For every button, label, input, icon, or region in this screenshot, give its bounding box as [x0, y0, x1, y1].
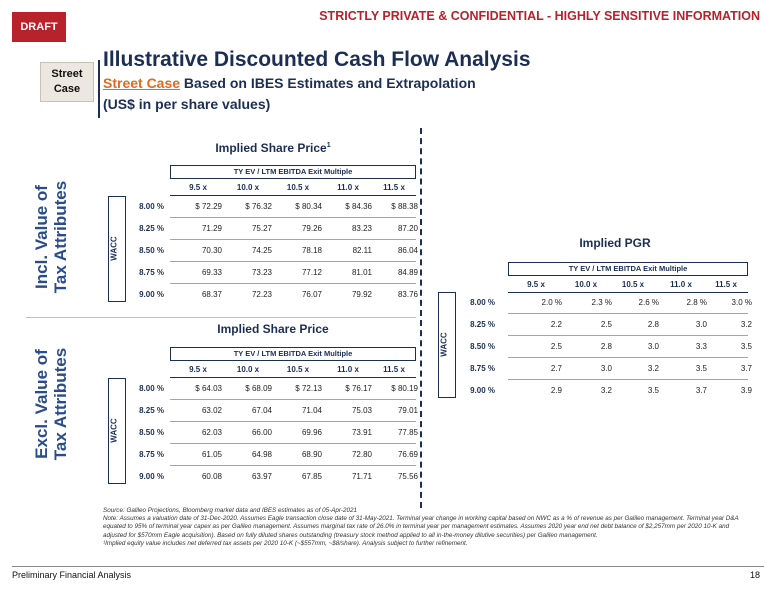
table_incl-title-footnote-marker: 1 [326, 142, 331, 149]
side-label-incl-line2: Tax Attributes [51, 180, 70, 294]
table_incl-row-label-2: 8.50 % [139, 246, 164, 255]
table_excl-cell: $ 80.19 [391, 384, 418, 393]
table_pgr-cell: 3.0 [695, 320, 707, 329]
page-number: 18 [749, 570, 760, 580]
table_excl-cell: 68.90 [301, 450, 322, 459]
table_pgr-row-divider [508, 335, 748, 336]
side-label-incl [32, 167, 72, 307]
table_incl-cell: 79.92 [351, 290, 372, 299]
table_excl-row-divider [170, 443, 416, 444]
table_excl-header: TY EV / LTM EBITDA Exit Multiple [170, 347, 416, 361]
table_excl-col-head-4: 11.5 x [383, 365, 405, 374]
units-label: (US$ in per share values) [103, 96, 271, 112]
table_excl-cell: 71.71 [351, 472, 372, 481]
table_incl-header: TY EV / LTM EBITDA Exit Multiple [170, 165, 416, 179]
table_pgr-cell: 2.3 % [591, 298, 612, 307]
table_excl-cell: 61.05 [201, 450, 222, 459]
table_incl-cell: 75.27 [251, 224, 272, 233]
footnote: ¹Implied equity value includes net deferred tax assets per 2020 10-K (~$557mm, ~$8/share). Analysis subject to further refinement. [103, 539, 468, 547]
table_incl-cell: 78.18 [301, 246, 322, 255]
table_excl-row-label-3: 8.75 % [139, 450, 164, 459]
assumptions-note: Note: Assumes a valuation date of 31-Dec-2020. Assumes Eagle transaction close date of 31-May-2021. Terminal year change in working capital based on NWC as a % of revenue as per Galileo management. Terminal year D&A equated to 95% of terminal year capex as per Galileo management. Assumes marginal tax rate of 26.0% in terminal year per management estimates. Assumes 2020 year end net debt balance of $2,257mm per 2020 10-K and adjusted for $570mm Eagle acquisition). Based on fully diluted shares outstanding (treasury stock method applied to all in-the-money dilutive securities) per Galileo management. [103, 515, 739, 539]
footer-rule [12, 566, 764, 567]
title-rule [98, 60, 100, 118]
table_pgr-row-axis-label: WACC [439, 332, 449, 357]
table_incl-col-head-2: 10.5 x [286, 183, 310, 192]
table_incl-cell: $ 84.36 [345, 202, 372, 211]
table_incl-cell: 70.30 [201, 246, 222, 255]
table_pgr-row-label-1: 8.25 % [470, 320, 495, 329]
table_pgr-cell: 2.0 % [541, 298, 562, 307]
confidentiality-banner: STRICTLY PRIVATE & CONFIDENTIAL - HIGHLY SENSITIVE INFORMATION [319, 9, 760, 23]
table_incl-row-label-3: 8.75 % [139, 268, 164, 277]
table_incl-row-divider [170, 283, 416, 284]
table_excl-cell: 67.85 [301, 472, 322, 481]
table_incl-row-divider [170, 239, 416, 240]
footer-label: Preliminary Financial Analysis [12, 570, 132, 580]
table_excl-cell: $ 76.17 [345, 384, 372, 393]
table_pgr-cell: 3.5 [647, 386, 659, 395]
table_excl-cell: 71.04 [301, 406, 322, 415]
page-title: Illustrative Discounted Cash Flow Analysis [103, 48, 531, 71]
table_excl-col-head-0: 9.5 x [189, 365, 207, 374]
table_pgr-cell: 3.7 [740, 364, 752, 373]
table_pgr-cell: 2.6 % [638, 298, 659, 307]
table_incl-cell: 79.26 [301, 224, 322, 233]
table_pgr-title: Implied PGR [579, 236, 651, 250]
case-box [40, 62, 94, 102]
table_pgr-cell: 2.2 [550, 320, 562, 329]
table_pgr-cell: 3.0 [647, 342, 659, 351]
table_excl-cell: 73.91 [351, 428, 372, 437]
table_pgr-col-head-2: 10.5 x [621, 280, 645, 289]
table_excl-cell: $ 64.03 [195, 384, 222, 393]
notes-block [103, 507, 753, 548]
subtitle-highlight: Street Case [103, 75, 181, 91]
table_pgr-row-divider [508, 357, 748, 358]
page-subtitle [103, 75, 476, 91]
table_pgr-cell: 3.7 [695, 386, 707, 395]
source-note: Source: Galileo Projections, Bloomberg market data and IBES estimates as of 05-Apr-2021 [103, 507, 357, 514]
table_pgr-cell: 3.5 [740, 342, 752, 351]
table_excl-cell: 63.02 [201, 406, 222, 415]
table_pgr-row-divider [508, 313, 748, 314]
table_excl-head-rule [170, 377, 416, 378]
table_incl-cell: 87.20 [397, 224, 418, 233]
table_incl-row-divider [170, 217, 416, 218]
table_incl-cell: 86.04 [397, 246, 418, 255]
table_pgr-cell: 3.5 [695, 364, 707, 373]
table_incl-cell: 77.12 [301, 268, 322, 277]
table_excl-row-axis-label: WACC [109, 418, 119, 443]
table_incl-cell: 76.07 [301, 290, 322, 299]
side-label-incl-line1: Incl. Value of [32, 185, 51, 289]
table_incl-cell: 69.33 [201, 268, 222, 277]
table_incl-cell: 83.23 [351, 224, 372, 233]
case-box-line2: Case [53, 83, 81, 95]
table_excl-title: Implied Share Price [217, 322, 329, 336]
table_pgr-cell: 2.5 [600, 320, 612, 329]
table_pgr-row-label-2: 8.50 % [470, 342, 495, 351]
table_incl-cell: 68.37 [201, 290, 222, 299]
subtitle-rest: Based on IBES Estimates and Extrapolation [180, 75, 476, 91]
side-label-excl-line1: Excl. Value of [32, 349, 51, 459]
table_excl-row-label-0: 8.00 % [139, 384, 164, 393]
table_incl-row-label-0: 8.00 % [139, 202, 164, 211]
draft-badge: DRAFT [12, 12, 66, 42]
table_excl-cell: 62.03 [201, 428, 222, 437]
table_pgr-cell: 2.8 [647, 320, 659, 329]
table_pgr-row-label-4: 9.00 % [470, 386, 495, 395]
table_incl-row-divider [170, 261, 416, 262]
table_incl-cell: 73.23 [251, 268, 272, 277]
table_pgr-cell: 3.0 [600, 364, 612, 373]
table_excl-cell: 75.03 [351, 406, 372, 415]
table_excl-cell: $ 68.09 [245, 384, 272, 393]
table_pgr-cell: 2.8 % [686, 298, 707, 307]
table_incl-cell: 74.25 [251, 246, 272, 255]
table_pgr-cell: 3.2 [647, 364, 659, 373]
table_incl-head-rule [170, 195, 416, 196]
table_excl-row-divider [170, 399, 416, 400]
table_incl-cell: 82.11 [352, 246, 372, 255]
table_incl-cell: $ 80.34 [295, 202, 322, 211]
table_incl-cell: 71.29 [201, 224, 222, 233]
table_pgr-cell: 3.9 [740, 386, 752, 395]
table_excl-col-head-1: 10.0 x [236, 365, 260, 374]
table_excl-cell: 76.69 [397, 450, 418, 459]
table_pgr-col-head-4: 11.5 x [715, 280, 737, 289]
case-box-line1: Street [51, 68, 83, 80]
section-divider [26, 317, 416, 318]
vertical-dashed-divider [420, 128, 422, 508]
table_incl-cell: 84.89 [397, 268, 418, 277]
table_pgr-cell: 2.8 [600, 342, 612, 351]
table_excl-col-head-2: 10.5 x [286, 365, 310, 374]
table_excl-row-label-4: 9.00 % [139, 472, 164, 481]
table_incl-row-label-1: 8.25 % [139, 224, 164, 233]
table_excl-cell: 60.08 [201, 472, 222, 481]
table_pgr-cell: 3.3 [695, 342, 707, 351]
table_incl-cell: $ 72.29 [195, 202, 222, 211]
table_pgr-header: TY EV / LTM EBITDA Exit Multiple [508, 262, 748, 276]
table_excl-cell: 79.01 [397, 406, 418, 415]
table_excl-cell: 67.04 [251, 406, 272, 415]
table_incl-cell: 81.01 [351, 268, 372, 277]
table_pgr-head-rule [508, 292, 748, 293]
table_incl-col-head-0: 9.5 x [189, 183, 207, 192]
table_incl-col-head-1: 10.0 x [236, 183, 260, 192]
table_excl-row-label-1: 8.25 % [139, 406, 164, 415]
table_excl-cell: 72.80 [351, 450, 372, 459]
table_pgr-cell: 2.5 [550, 342, 562, 351]
table_excl-row-divider [170, 465, 416, 466]
table_excl-cell: 64.98 [251, 450, 272, 459]
table_pgr-cell: 2.7 [550, 364, 562, 373]
table_incl-cell: 83.76 [397, 290, 418, 299]
table_pgr-row-label-0: 8.00 % [470, 298, 495, 307]
table_excl-cell: 77.85 [397, 428, 418, 437]
table_incl-row-label-4: 9.00 % [139, 290, 164, 299]
table_incl-cell: $ 88.38 [391, 202, 418, 211]
table_pgr-cell: 3.2 [600, 386, 612, 395]
table_excl-cell: 69.96 [301, 428, 322, 437]
table_pgr-col-head-0: 9.5 x [527, 280, 545, 289]
table_excl-cell: 63.97 [251, 472, 272, 481]
table_pgr-col-head-3: 11.0 x [670, 280, 692, 289]
table_incl-cell: 72.23 [251, 290, 272, 299]
side-label-excl [32, 334, 72, 474]
table_incl-row-axis-label: WACC [109, 236, 119, 261]
table_pgr-row-label-3: 8.75 % [470, 364, 495, 373]
table_excl-col-head-3: 11.0 x [337, 365, 359, 374]
table_incl-title-text: Implied Share Price [215, 141, 327, 155]
side-label-excl-line2: Tax Attributes [51, 347, 70, 461]
table_pgr-col-head-1: 10.0 x [574, 280, 598, 289]
table_incl-title [163, 141, 383, 155]
table_incl-cell: $ 76.32 [245, 202, 272, 211]
table_incl-col-head-4: 11.5 x [383, 183, 405, 192]
table_excl-cell: $ 72.13 [295, 384, 322, 393]
table_excl-cell: 75.56 [397, 472, 418, 481]
table_excl-cell: 66.00 [251, 428, 272, 437]
table_pgr-cell: 3.2 [740, 320, 752, 329]
table_excl-row-divider [170, 421, 416, 422]
table_pgr-cell: 3.0 % [731, 298, 752, 307]
table_excl-row-label-2: 8.50 % [139, 428, 164, 437]
table_incl-col-head-3: 11.0 x [337, 183, 359, 192]
table_pgr-cell: 2.9 [550, 386, 562, 395]
table_pgr-row-divider [508, 379, 748, 380]
